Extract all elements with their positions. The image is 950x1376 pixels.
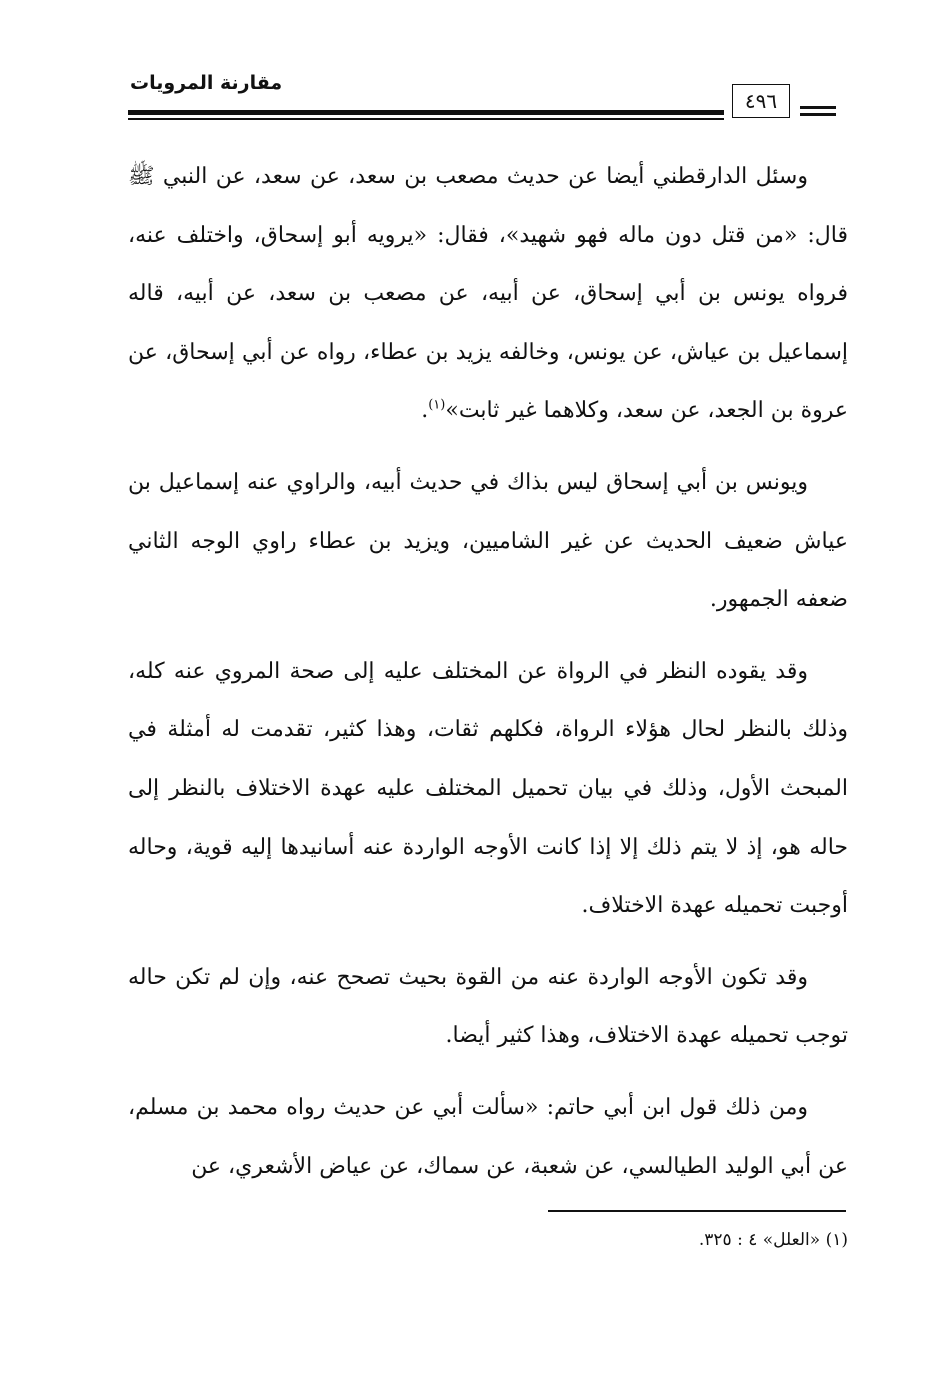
paragraph: وسئل الدارقطني أيضا عن حديث مصعب بن سعد، عن سعد، عن النبي ﷺ قال: «من قتل دون ماله فهو شهيد»، فقال: «يرويه أبو إسحاق، واختلف عنه، فرواه يونس بن أبي إسحاق، عن أبيه، عن مصعب بن سعد، عن أبيه، قاله إسماعيل بن عياش، عن يونس، وخالفه يزيد بن عطاء، رواه عن أبي إسحاق، عن عروة بن الجعد، عن سعد، وكلاهما غير ثابت»$^{(١)}$. — [128, 164, 848, 424]
paragraph: وقد تكون الأوجه الواردة عنه من القوة بحيث تصحح عنه، وإن لم تكن حاله توجب تحميله عهدة الاختلاف، وهذا كثير أيضا. — [128, 964, 848, 1049]
running-title: مقارنة المرويات — [130, 72, 283, 94]
paragraph: وقد يقوده النظر في الرواة عن المختلف عليه إلى صحة المروي عنه كله، وذلك بالنظر لحال هؤلاء الرواة، فكلهم ثقات، وهذا كثير، تقدمت له أمثلة في المبحث الأول، وذلك في بيان تحميل المختلف عليه عهدة الاختلاف بالنظر إلى حاله هو، إذ لا يتم ذلك إلا إذا كانت الأوجه الواردة عنه أسانيدها إليه قوية، وحاله أوجبت تحميله عهدة الاختلاف. — [128, 658, 848, 919]
paragraph: ويونس بن أبي إسحاق ليس بذاك في حديث أبيه، والراوي عنه إسماعيل بن عياش ضعيف الحديث عن غير الشاميين، ويزيد بن عطاء راوي الوجه الثاني ضعفه الجمهور. — [128, 469, 848, 613]
header-rule-short-bottom — [800, 113, 836, 116]
footnote-marker: (١) — [428, 398, 446, 414]
body-text — [128, 148, 848, 1209]
page-number: ٤٩٦ — [732, 84, 790, 118]
footnote-separator — [548, 1210, 846, 1212]
header-rule-thin — [128, 118, 724, 120]
page-header — [128, 70, 848, 130]
paragraph: ومن ذلك قول ابن أبي حاتم: «سألت أبي عن حديث رواه محمد بن مسلم، عن أبي الوليد الطيالسي، عن شعبة، عن سماك، عن عياض الأشعري، عن — [128, 1094, 848, 1179]
header-rule-thick — [128, 110, 724, 115]
header-rule-short-top — [800, 106, 836, 109]
footnote: (١) «العلل» ٤ : ٣٢٥. — [698, 1230, 848, 1250]
